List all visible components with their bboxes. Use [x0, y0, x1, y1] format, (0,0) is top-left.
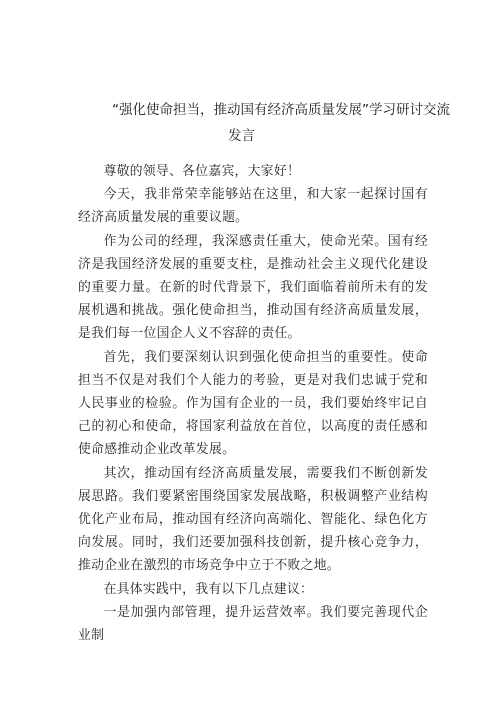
title-line-1: “强化使命担当，推动国有经济高质量发展”学习研讨交流 — [112, 102, 450, 118]
document-body — [78, 160, 428, 647]
paragraph-suggestions-intro: 在具体实践中，我有以下几点建议： — [103, 581, 314, 597]
document-title — [60, 100, 460, 146]
paragraph-first-point: 首先，我们要深刻认识到强化使命担当的重要性。使命担当不仅是对我们个人能力的考验，更是对我们忠诚于党和人民事业的检验。作为国有企业的一员，我们要始终牢记自己的初心和使命，将国家利益放在首位，以高度的责任感和使命感推动企业改革发展。 — [78, 349, 428, 458]
paragraph-second-point: 其次，推动国有经济高质量发展，需要我们不断创新发展思路。我们要紧密围绕国家发展战略，积极调整产业结构优化产业布局，推动国有经济向高端化、智能化、绿色化方向发展。同时，我们还要加强科技创新，提升核心竞争力，推动企业在激烈的市场竞争中立于不败之地。 — [78, 465, 428, 574]
paragraph-responsibility: 作为公司的经理，我深感责任重大，使命光荣。国有经济是我国经济发展的重要支柱，是推动社会主义现代化建设的重要力量。在新的时代背景下，我们面临着前所未有的发展机遇和挑战。强化使命担当，推动国有经济高质量发展，是我们每一位国企人义不容辞的责任。 — [78, 233, 428, 342]
paragraph-suggestion-one: 一是加强内部管理，提升运营效率。我们要完善现代企业制 — [78, 604, 428, 644]
paragraph-greeting: 尊敬的领导、各位嘉宾，大家好！ — [103, 164, 301, 179]
paragraph-opening: 今天，我非常荣幸能够站在这里，和大家一起探讨国有经济高质量发展的重要议题。 — [78, 187, 428, 226]
title-line-2: 发言 — [228, 128, 255, 144]
